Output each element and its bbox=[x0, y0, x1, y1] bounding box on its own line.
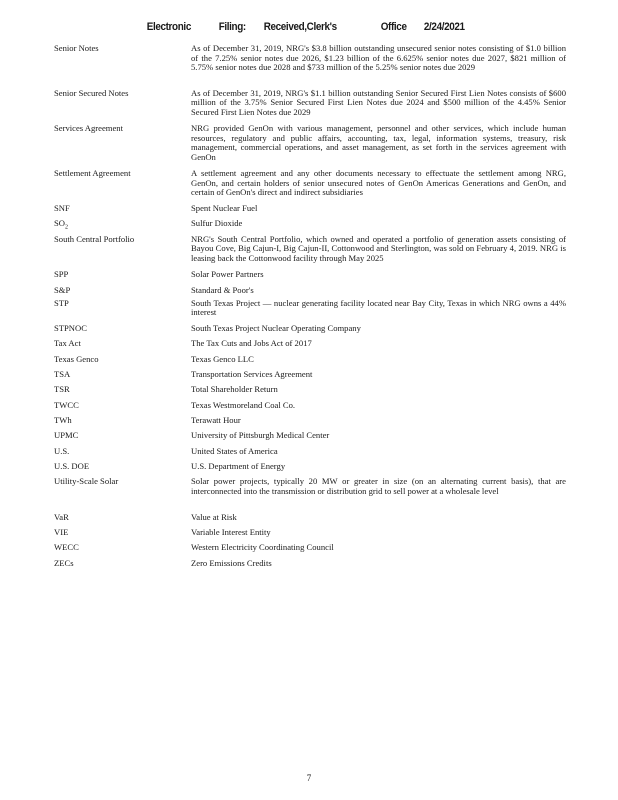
glossary-row bbox=[54, 513, 566, 528]
glossary-definition: U.S. Department of Energy bbox=[191, 461, 286, 471]
glossary-row bbox=[54, 124, 566, 169]
glossary-row bbox=[54, 235, 566, 271]
glossary-definition: Texas Westmoreland Coal Co. bbox=[191, 399, 296, 410]
header-date: 2/24/2021 bbox=[423, 21, 465, 33]
glossary-row bbox=[54, 299, 566, 325]
glossary-term: SPP bbox=[54, 269, 69, 279]
glossary-list bbox=[54, 44, 566, 574]
glossary-term: VaR bbox=[54, 511, 69, 522]
glossary-definition: Total Shareholder Return bbox=[191, 384, 278, 394]
glossary-definition: NRG's South Central Portfolio, which owned and operated a portfolio of generation assets consisting of Bayou Cove, Big Cajun-I, Big Cajun-II, Cottonwood and Sterlington, was sold on February 4, 2019. NRG is leasing back the Cottonwood facility through May 2025 bbox=[191, 233, 566, 263]
glossary-definition: Texas Genco LLC bbox=[191, 353, 254, 364]
glossary-row bbox=[54, 355, 566, 371]
glossary-row bbox=[54, 401, 566, 417]
glossary-definition: Transportation Services Agreement bbox=[191, 369, 313, 379]
glossary-term: UPMC bbox=[54, 430, 79, 440]
header-office: Office bbox=[380, 21, 407, 33]
glossary-term: ZECs bbox=[54, 557, 74, 568]
glossary-row bbox=[54, 44, 566, 89]
glossary-definition: Spent Nuclear Fuel bbox=[191, 203, 258, 213]
glossary-term: U.S. DOE bbox=[54, 461, 90, 471]
glossary-row bbox=[54, 477, 566, 513]
header-received: Received,Clerk's bbox=[263, 21, 337, 33]
glossary-definition: Variable Interest Entity bbox=[191, 526, 271, 537]
glossary-definition: Western Electricity Coordinating Council bbox=[191, 542, 334, 552]
glossary-term: Senior Secured Notes bbox=[54, 87, 129, 98]
glossary-row bbox=[54, 219, 566, 235]
glossary-definition: United States of America bbox=[191, 445, 278, 456]
glossary-definition: The Tax Cuts and Jobs Act of 2017 bbox=[191, 338, 312, 348]
glossary-row bbox=[54, 559, 566, 574]
glossary-term bbox=[54, 219, 191, 235]
glossary-definition: South Texas Project Nuclear Operating Company bbox=[191, 323, 361, 333]
filing-stamp-header bbox=[0, 21, 556, 35]
glossary-term: STP bbox=[54, 297, 69, 308]
glossary-row bbox=[54, 169, 566, 204]
glossary-row bbox=[54, 416, 566, 431]
glossary-term-subscript: 2 bbox=[65, 224, 68, 231]
glossary-term: Services Agreement bbox=[54, 123, 123, 133]
glossary-definition: Terawatt Hour bbox=[191, 415, 241, 425]
glossary-term: WECC bbox=[54, 542, 79, 552]
glossary-definition: Sulfur Dioxide bbox=[191, 218, 243, 228]
header-filing: Filing: bbox=[218, 21, 246, 33]
glossary-definition: NRG provided GenOn with various management, personnel and other services, which include human resources, regulatory and public affairs, accounting, tax, legal, information systems, treasury, risk management, commercial operations, and asset management, as set forth in the services agreement with GenOn bbox=[191, 123, 566, 162]
glossary-row bbox=[54, 462, 566, 477]
glossary-term: STPNOC bbox=[54, 323, 87, 333]
glossary-term: VIE bbox=[54, 526, 69, 537]
glossary-definition: Standard & Poor's bbox=[191, 284, 254, 295]
glossary-definition: Value at Risk bbox=[191, 511, 237, 522]
glossary-term: Texas Genco bbox=[54, 353, 99, 364]
glossary-row bbox=[54, 447, 566, 463]
glossary-term: S&P bbox=[54, 284, 71, 295]
glossary-row bbox=[54, 431, 566, 447]
glossary-definition: Zero Emissions Credits bbox=[191, 557, 272, 568]
glossary-definition: South Texas Project — nuclear generating facility located near Bay City, Texas in which NRG owns a 44% interest bbox=[191, 297, 566, 318]
glossary-row bbox=[54, 324, 566, 339]
glossary-term: TSA bbox=[54, 369, 71, 379]
glossary-row bbox=[54, 370, 566, 385]
glossary-term: TSR bbox=[54, 384, 70, 394]
glossary-definition: University of Pittsburgh Medical Center bbox=[191, 430, 330, 440]
header-electronic: Electronic bbox=[146, 21, 191, 33]
glossary-definition: A settlement agreement and any other documents necessary to effectuate the settlement among NRG, GenOn, and certain holders of senior unsecured notes of GenOn Americas Generations and GenOn, and certain of GenOn's direct and indirect subsidiaries bbox=[191, 168, 566, 198]
glossary-definition: Solar power projects, typically 20 MW or greater in size (on an alternating current basis), that are interconnected into the transmission or distribution grid to sell power at a wholesale level bbox=[191, 476, 566, 496]
glossary-row bbox=[54, 286, 566, 299]
page-number: 7 bbox=[306, 773, 312, 783]
glossary-row bbox=[54, 89, 566, 125]
glossary-term: South Central Portfolio bbox=[54, 233, 135, 244]
glossary-term: Tax Act bbox=[54, 338, 81, 348]
glossary-row bbox=[54, 385, 566, 401]
glossary-row bbox=[54, 204, 566, 219]
glossary-term: TWCC bbox=[54, 399, 79, 410]
glossary-row bbox=[54, 339, 566, 355]
glossary-term: Settlement Agreement bbox=[54, 168, 131, 178]
glossary-term: Senior Notes bbox=[54, 43, 99, 53]
glossary-definition: Solar Power Partners bbox=[191, 269, 264, 279]
glossary-row bbox=[54, 270, 566, 286]
glossary-term: TWh bbox=[54, 415, 72, 425]
glossary-definition: As of December 31, 2019, NRG's $1.1 billion outstanding Senior Secured First Lien Notes consists of $600 million of the 3.75% Senior Secured First Lien Notes due 2024 and $500 million of the 4.45% Senior Secured First Lien Notes due 2029 bbox=[191, 87, 566, 117]
glossary-term-text: SO bbox=[54, 218, 65, 228]
glossary-definition: As of December 31, 2019, NRG's $3.8 billion outstanding unsecured senior notes consisting of $1.0 billion of the 7.25% senior notes due 2026, $1.23 billion of the 6.625% senior notes due 2027, $821 million of 5.75% senior notes due 2028 and $733 million of the 5.25% senior notes due 2029 bbox=[191, 43, 566, 73]
glossary-row bbox=[54, 543, 566, 559]
glossary-term: U.S. bbox=[54, 445, 70, 456]
glossary-term: SNF bbox=[54, 203, 70, 213]
glossary-row bbox=[54, 528, 566, 544]
glossary-term: Utility-Scale Solar bbox=[54, 476, 119, 486]
